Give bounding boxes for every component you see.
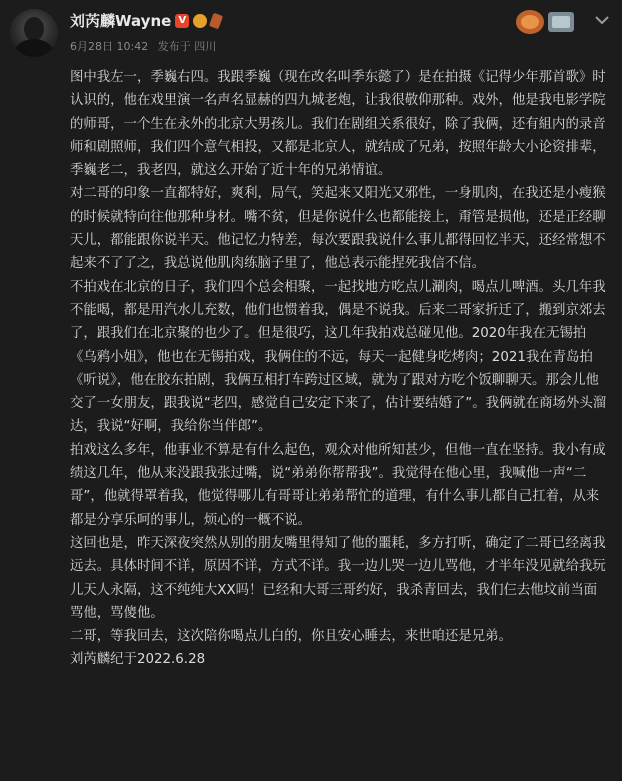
- avatar-head-shape: [24, 17, 44, 41]
- verified-badge-icon: V: [175, 14, 189, 28]
- post-paragraph: 不拍戏在北京的日子，我们四个总会相聚，一起找地方吃点儿涮肉，喝点儿啤酒。头几年我不能喝，都是用汽水儿充数，他们也惯着我，偶是不说我。后来二哥家折迁了，搬到京郊去了，跟我们在北京聚的也少了。但是很巧，这几年我拍戏总碰见他。2020年我在无锡拍《乌鸦小姐》，他也在无锡拍戏，我俩住的不远，每天一起健身吃烤肉；2021我在青岛拍《听说》，他在胶东拍剧，我俩互相打车跨过区域，就为了跟对方吃个饭聊聊天。那会儿他交了一女朋友，跟我说“老四，感觉自己安定下来了，估计要结婚了”。我俩就在商场外头溜达，我说“好啊，我给你当伴郎”。: [70, 279, 607, 435]
- post-header: [0, 0, 622, 64]
- post-paragraph: 拍戏这么多年，他事业不算是有什么起色，观众对他所知甚少，但他一直在坚持。我小有成绩这几年，他从来没跟我张过嘴，说“弟弟你帮帮我”。我觉得在他心里，我喊他一声“二哥”，他就得罩着我，他觉得哪儿有哥哥让弟弟帮忙的道理，有什么事儿都自己扛着，从来都是分享乐呵的事儿，烦心的一概不说。: [70, 442, 606, 528]
- avatar[interactable]: [10, 9, 58, 57]
- post-source: 发布于 四川: [157, 40, 217, 53]
- post-paragraph: 图中我左一，季巍右四。我跟季巍（现在改名叫季东懿了）是在拍摄《记得少年那首歌》时认识的，他在戏里演一名声名显赫的四九城老炮，让我很敬仰那种。戏外，他是我电影学院的师哥，一个生在永外的北京大男孩儿。我们在剧组关系很好，除了我俩，还有組内的录音师和剧照师，我们四个意气相投，又都是北京人，就结成了兄弟，按照年龄大小论资排辈，季巍老二，我老四，就这么开始了近十年的兄弟情谊。: [70, 70, 606, 179]
- post-paragraph: 对二哥的印象一直都特好，爽利，局气，笑起来又阳光又邪性，一身肌肉，在我还是小瘦猴的时候就特向往他那种身材。嘴不贫，但是你说什么也都能接上，甭管是损他，还是正经聊天儿，都能跟你说半天。他记忆力特差，每次要跟我说什么事儿都得回忆半天，还经常想不起来不了了之，我总说他肌肉练脑子里了，他总表示能捏死我信不信。: [70, 186, 606, 272]
- username[interactable]: 刘芮麟Wayne: [70, 12, 172, 30]
- post-paragraph: 二哥，等我回去，这次陪你喝点儿白的，你且安心睡去，来世咱还是兄弟。: [70, 629, 512, 645]
- post-signature: 刘芮麟纪于2022.6.28: [70, 652, 206, 668]
- torch-icon: [209, 12, 223, 29]
- post-date: 6月28日 10:42: [70, 40, 149, 53]
- fan-decoration-icon: [508, 2, 578, 42]
- post-body: [70, 66, 610, 672]
- post-paragraph: 这回也是，昨天深夜突然从别的朋友嘴里得知了他的噩耗，多方打听，确定了二哥已经离我远去。具体时间不详，原因不详，方式不详。我一边儿哭一边儿骂他，才半年没见就给我玩儿天人永隔，这不纯纯大XX吗！已经和大哥三哥约好，我杀青回去，我们仨去他坟前当面骂他，骂傻他。: [70, 535, 606, 621]
- post-meta: [70, 38, 222, 54]
- member-badge-icon: [193, 14, 207, 28]
- username-row: [70, 10, 221, 31]
- chevron-down-icon[interactable]: [592, 10, 612, 30]
- avatar-shoulders-shape: [14, 39, 54, 57]
